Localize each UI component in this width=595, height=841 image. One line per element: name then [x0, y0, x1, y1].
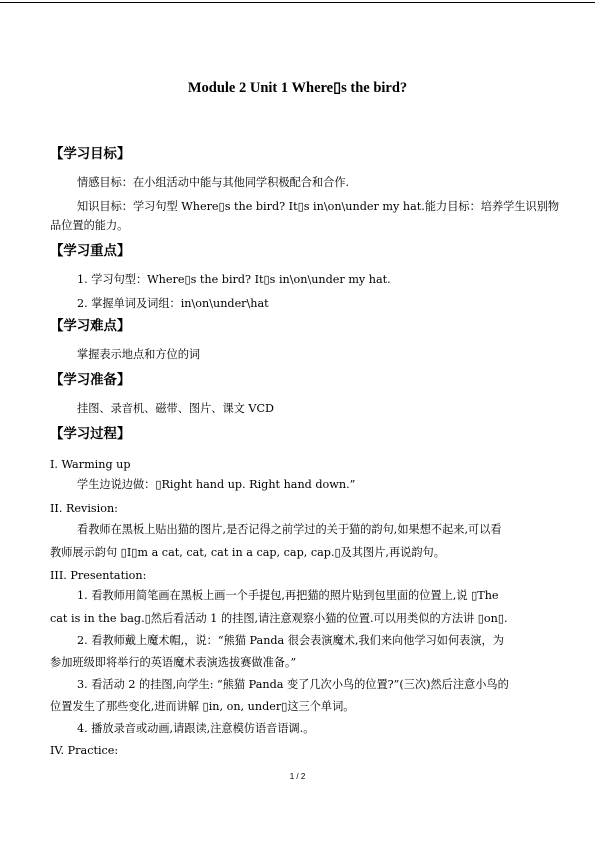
section-heading-goals: 【学习目标】	[50, 146, 131, 162]
process-step-warming-up: I. Warming up	[50, 458, 131, 471]
goals-line-3: 品位置的能力。	[50, 219, 129, 232]
presentation-2-line-2: 参加班级即将举行的英语魔术表演选拔赛做准备。”	[50, 656, 297, 669]
presentation-1-line-2: cat is in the bag.▯然后看活动 1 的挂图,请注意观察小猫的位置.可以用类似的方法讲 ▯on▯.	[50, 612, 508, 625]
section-heading-difficulties: 【学习难点】	[50, 318, 131, 334]
preparation-line-1: 挂图、录音机、磁带、图片、课文 VCD	[77, 402, 274, 415]
difficulties-line-1: 掌握表示地点和方位的词	[77, 348, 201, 361]
key-point-2: 2. 掌握单词及词组：in\on\under\hat	[77, 297, 269, 310]
section-heading-preparation: 【学习准备】	[50, 372, 131, 388]
process-step-presentation: III. Presentation:	[50, 569, 147, 582]
presentation-3-line-1: 3. 看活动 2 的挂图,向学生: “熊猫 Panda 变了几次小鸟的位置?”(三次)然后注意小鸟的	[77, 678, 509, 691]
presentation-4-line-1: 4. 播放录音或动画,请跟读,注意模仿语音语调.。	[77, 722, 315, 735]
warming-up-line: 学生边说边做：▯Right hand up. Right hand down.”	[77, 478, 356, 491]
presentation-1-line-1: 1. 看教师用简笔画在黑板上画一个手提包,再把猫的照片贴到包里面的位置上,说 ▯The	[77, 589, 499, 602]
revision-line-2: 教师展示韵句 ▯I▯m a cat, cat, cat in a cap, cap, cap.▯及其图片,再说韵句。	[50, 546, 445, 559]
presentation-3-line-2: 位置发生了那些变化,进而讲解 ▯in, on, under▯这三个单词。	[50, 700, 355, 713]
goals-line-1: 情感目标：在小组活动中能与其他同学积极配合和合作.	[77, 176, 350, 189]
document-title: Module 2 Unit 1 Where▯s the bird?	[187, 80, 408, 96]
section-heading-process: 【学习过程】	[50, 426, 131, 442]
process-step-practice: IV. Practice:	[50, 744, 119, 757]
goals-line-2: 知识目标：学习句型 Where▯s the bird? It▯s in\on\under my hat.能力目标：培养学生识别物	[77, 200, 560, 213]
process-step-revision: II. Revision:	[50, 502, 118, 515]
page-number: 1 / 2	[289, 772, 306, 781]
presentation-2-line-1: 2. 看教师戴上魔术帽,，说：“熊猫 Panda 很会表演魔术,我们来向他学习如何表演，为	[77, 634, 504, 647]
header-rule	[0, 2, 595, 3]
revision-line-1: 看教师在黑板上贴出猫的图片,是否记得之前学过的关于猫的韵句,如果想不起来,可以看	[77, 523, 502, 536]
key-point-1: 1. 学习句型：Where▯s the bird? It▯s in\on\under my hat.	[77, 273, 391, 286]
section-heading-key-points: 【学习重点】	[50, 243, 131, 259]
